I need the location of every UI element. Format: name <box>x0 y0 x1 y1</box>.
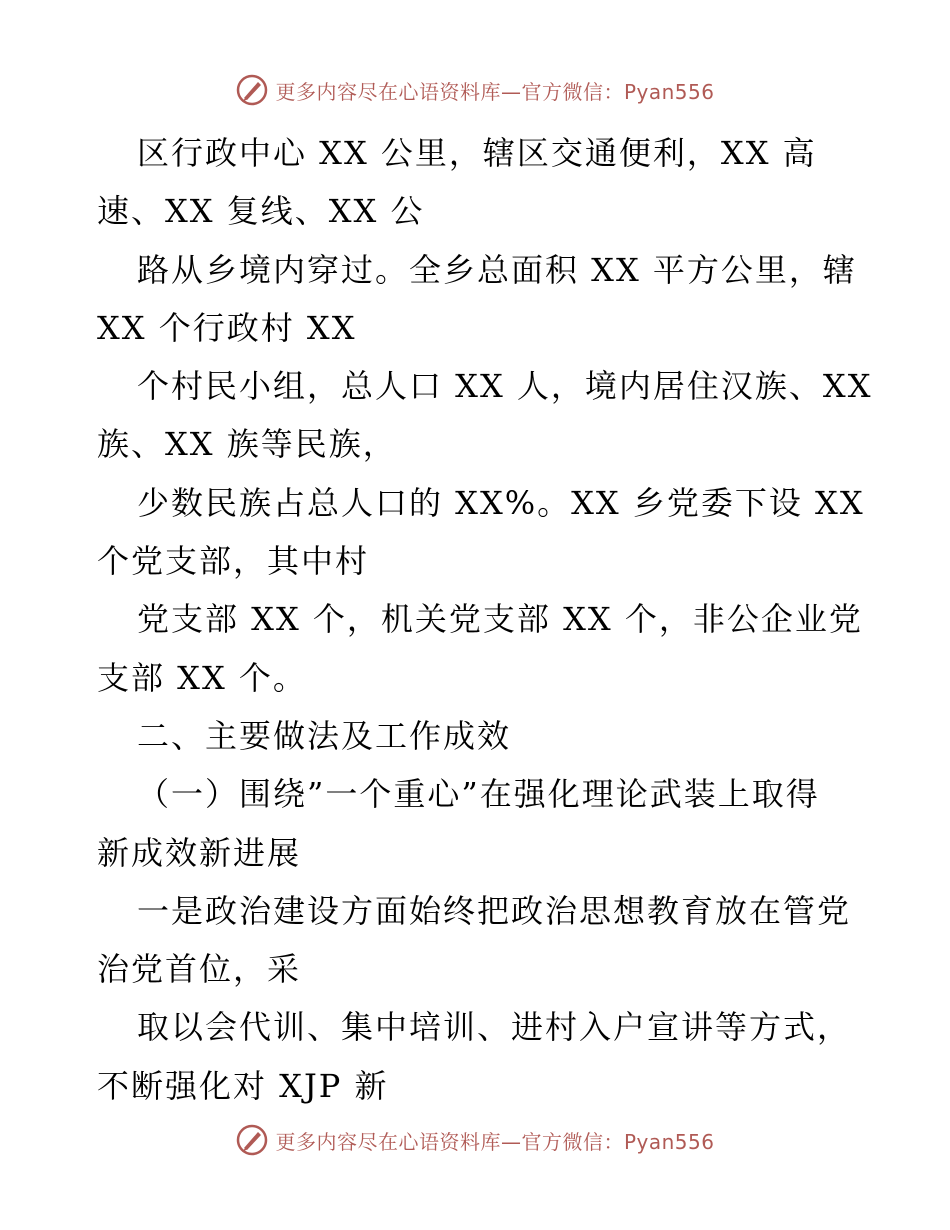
text-line: 党支部 XX 个，机关党支部 XX 个，非公企业党 <box>137 600 863 639</box>
text-line: 一是政治建设方面始终把政治思想教育放在管党 <box>137 891 852 930</box>
footer-banner-text: 更多内容尽在心语资料库—官方微信：Pyan556 <box>275 1129 715 1154</box>
text-line: 个党支部，其中村 <box>97 542 370 581</box>
footer-banner <box>0 1120 950 1160</box>
text-line: 少数民族占总人口的 XX%。XX 乡党委下设 XX <box>137 483 865 522</box>
header-banner-text: 更多内容尽在心语资料库—官方微信：Pyan556 <box>275 79 715 104</box>
text-line: 路从乡境内穿过。全乡总面积 XX 平方公里，辖 <box>137 250 857 289</box>
text-line: 新成效新进展 <box>97 833 302 872</box>
text-line: XX 个行政村 XX <box>97 308 357 347</box>
text-line: （一）围绕”一个重心”在强化理论武装上取得 <box>137 775 820 814</box>
text-line: 取以会代训、集中培训、进村入户宣讲等方式， <box>137 1008 852 1047</box>
text-line: 二、主要做法及工作成效 <box>137 716 512 755</box>
text-line: 速、XX 复线、XX 公 <box>97 192 425 231</box>
text-line: 支部 XX 个。 <box>97 658 307 697</box>
text-line: 不断强化对 XJP 新 <box>97 1066 389 1105</box>
text-line: 治党首位，采 <box>97 950 302 989</box>
text-line: 个村民小组，总人口 XX 人，境内居住汉族、XX <box>137 367 873 406</box>
text-line: 族、XX 族等民族， <box>97 425 397 464</box>
pen-seal-logo-icon <box>235 1123 269 1157</box>
text-line: 区行政中心 XX 公里，辖区交通便利，XX 高 <box>137 134 817 172</box>
pen-seal-logo-icon <box>235 73 269 107</box>
header-banner <box>0 70 950 110</box>
document-body <box>97 124 873 1115</box>
